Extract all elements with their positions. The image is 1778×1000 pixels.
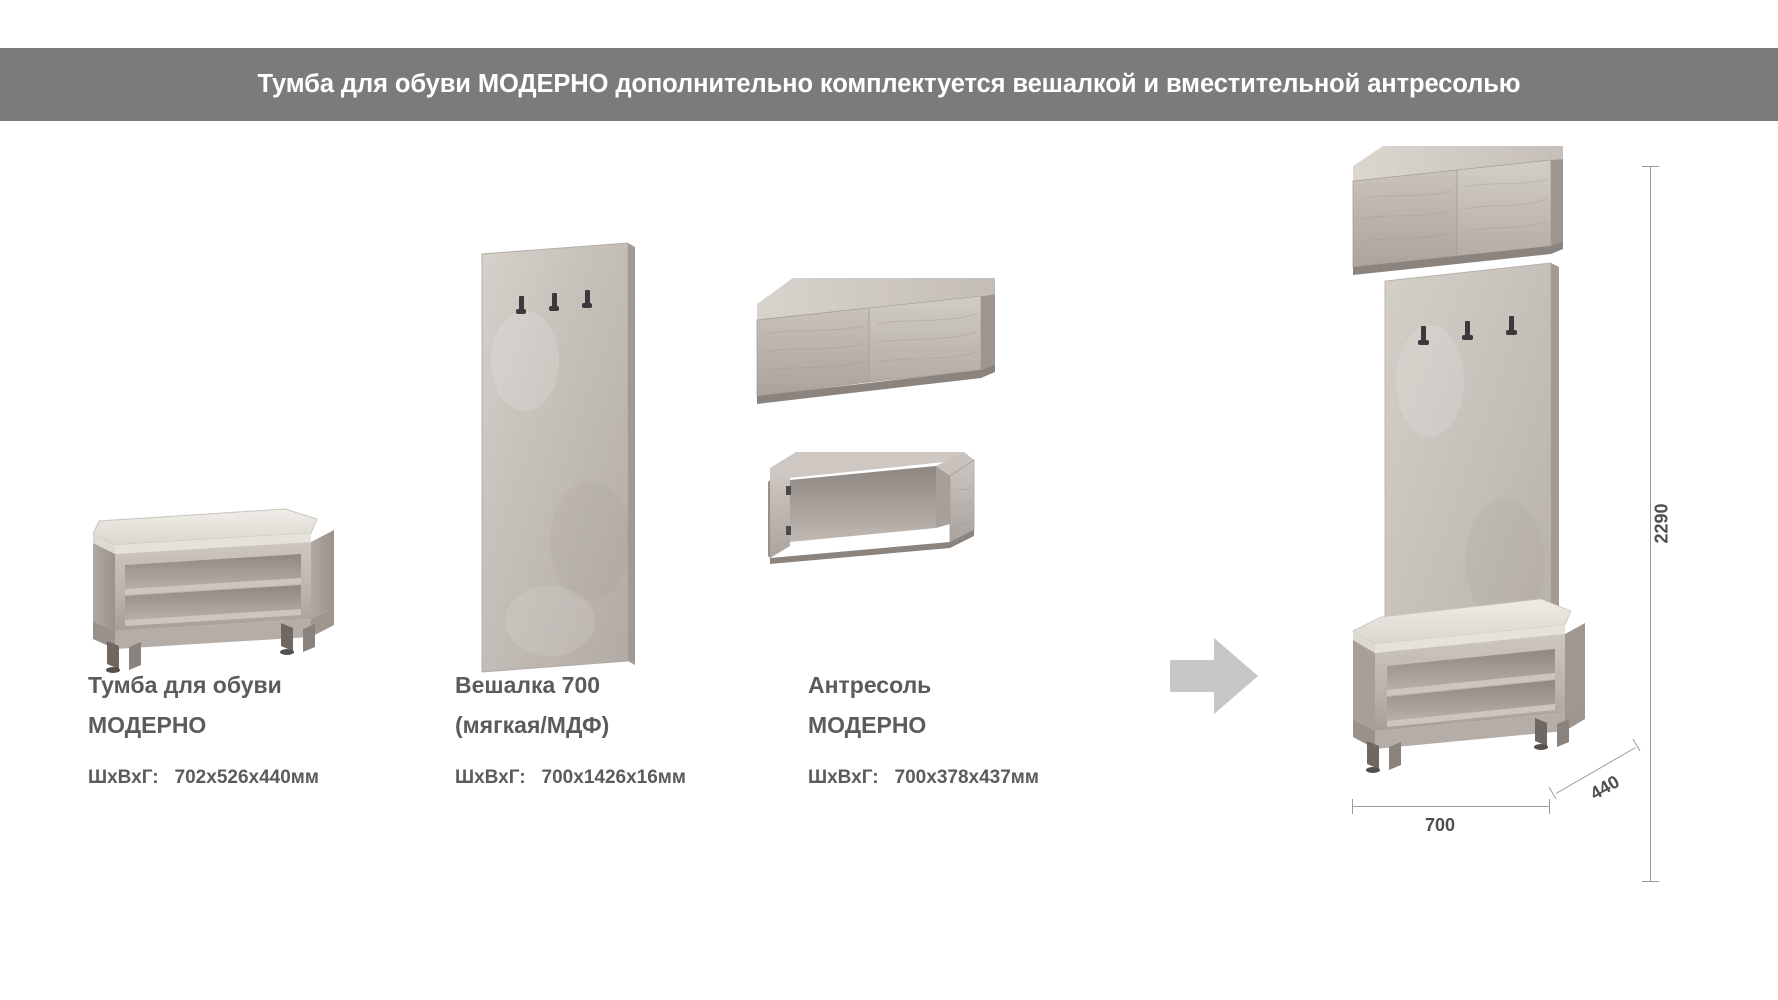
dims-label-hanger: ШхВхГ: <box>455 767 526 789</box>
product-image-assembly <box>1345 141 1625 901</box>
header-banner <box>0 48 1778 121</box>
product-title-shoe-cabinet-line2: МОДЕРНО <box>88 711 207 738</box>
product-title-mezzanine-line2: МОДЕРНО <box>808 711 927 738</box>
mezzanine-open-illustration <box>768 446 1008 576</box>
caption-hanger <box>455 666 755 789</box>
product-image-mezzanine-closed <box>755 276 1035 416</box>
product-image-hanger <box>480 241 660 691</box>
dim-tick-depth-far <box>1633 739 1641 752</box>
dim-line-width <box>1352 806 1550 807</box>
arrow-right-icon <box>1168 634 1260 718</box>
product-image-shoe-cabinet <box>85 441 375 686</box>
product-title-hanger-line2: (мягкая/МДФ) <box>455 711 610 738</box>
caption-shoe-cabinet <box>88 666 388 789</box>
dims-value-shoe-cabinet: 702х526х440мм <box>174 767 319 789</box>
hanger-illustration <box>480 241 660 691</box>
dims-label-mezzanine: ШхВхГ: <box>808 767 879 789</box>
dim-tick-height-bottom <box>1642 881 1659 882</box>
caption-mezzanine <box>808 666 1128 789</box>
mezzanine-closed-illustration <box>755 276 1035 416</box>
product-dims-mezzanine <box>808 767 1128 789</box>
dim-tick-width-left <box>1352 799 1353 814</box>
dims-label-shoe-cabinet: ШхВхГ: <box>88 767 159 789</box>
shoe-cabinet-illustration <box>85 441 375 686</box>
product-title-hanger-line1: Вешалка 700 <box>455 672 601 698</box>
dim-label-depth: 440 <box>1586 771 1623 804</box>
product-image-mezzanine-open <box>768 446 1008 576</box>
product-dims-hanger <box>455 767 755 789</box>
dim-label-width: 700 <box>1425 815 1456 835</box>
product-dims-shoe-cabinet <box>88 767 388 789</box>
dims-value-mezzanine: 700х378х437мм <box>894 767 1039 789</box>
product-stage <box>0 121 1778 1000</box>
dim-tick-height-top <box>1642 166 1659 167</box>
product-title-mezzanine-line1: Антресоль <box>808 672 932 698</box>
dim-label-height: 2290 <box>1651 503 1672 544</box>
assembly-illustration <box>1345 141 1625 901</box>
dim-tick-width-right <box>1549 799 1550 814</box>
product-title-shoe-cabinet-line1: Тумба для обуви <box>88 672 282 698</box>
banner-title: Тумба для обуви МОДЕРНО дополнительно комплектуется вешалкой и вместительной антресолью <box>257 70 1521 98</box>
dims-value-hanger: 700х1426х16мм <box>541 767 686 789</box>
